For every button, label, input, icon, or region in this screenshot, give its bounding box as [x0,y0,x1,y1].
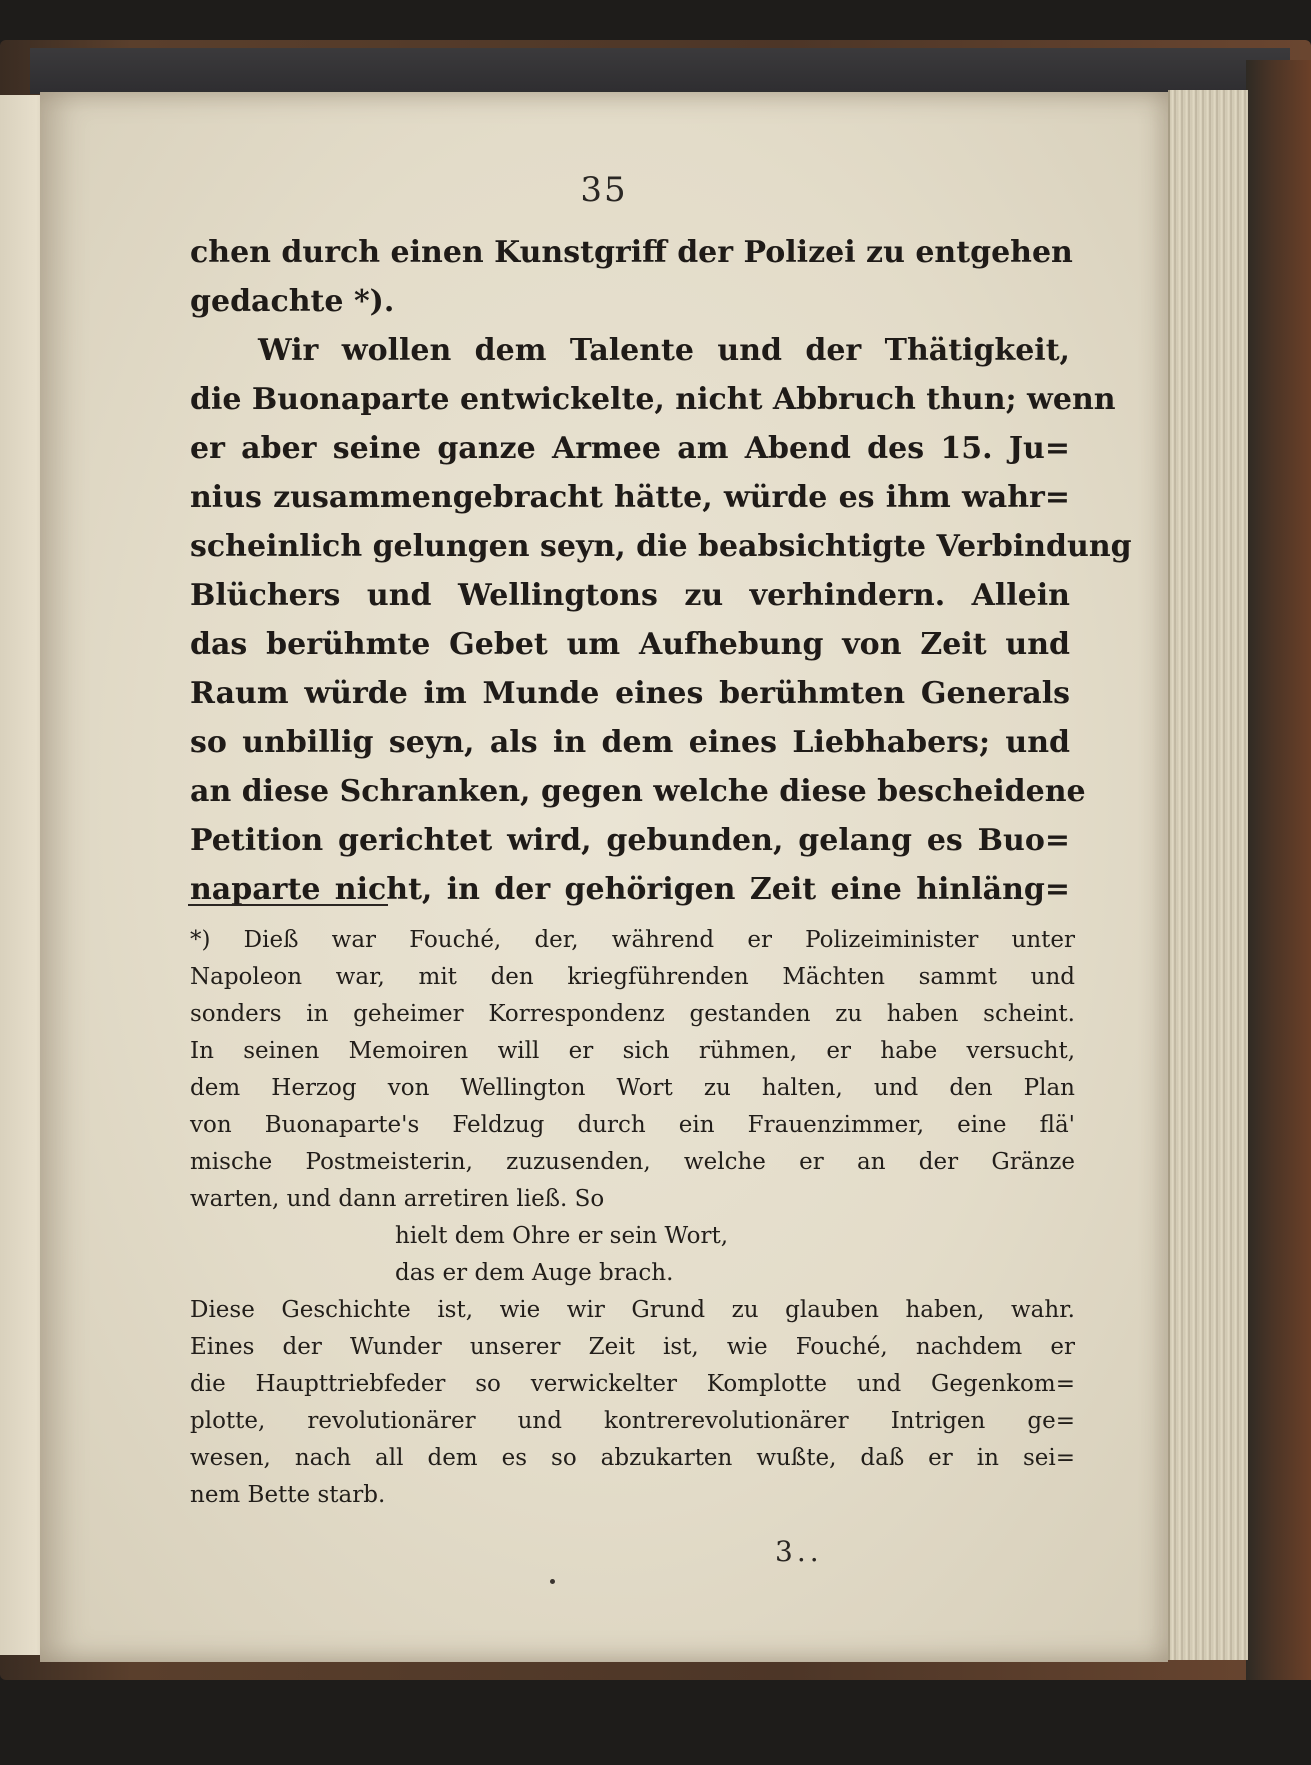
text-line: Petition gerichtet wird, gebunden, gelang es Buo= [190,823,1070,858]
text-line: scheinlich gelungen seyn, die beabsichtigte Verbindung [190,529,1132,564]
footnote-line: *) Dieß war Fouché, der, während er Polizeiminister unter [190,927,1075,953]
footnote-line: plotte, revolutionärer und kontrerevolutionärer Intrigen ge= [190,1408,1075,1434]
footnote-line: die Haupttriebfeder so verwickelter Komplotte und Gegenkom= [190,1371,1075,1397]
top-binding-band [30,48,1290,94]
right-cover [1246,60,1311,1680]
main-text-block [190,228,1132,914]
footnote-verse-line: hielt dem Ohre er sein Wort, [395,1223,729,1249]
footnote-line: nem Bette starb. [190,1482,386,1508]
footnote-line: wesen, nach all dem es so abzukarten wußte, daß er in sei= [190,1445,1075,1471]
text-line: naparte nicht, in der gehörigen Zeit eine hinläng= [190,872,1070,907]
footnote-rule [188,904,388,906]
text-line: er aber seine ganze Armee am Abend des 15. Ju= [190,431,1070,466]
footnote-line: Napoleon war, mit den kriegführenden Mächten sammt und [190,964,1075,990]
footnote-line: warten, und dann arretiren ließ. So [190,1186,605,1212]
footnote-line: dem Herzog von Wellington Wort zu halten, und den Plan [190,1075,1075,1101]
footnote-verse-line: das er dem Auge brach. [395,1260,674,1286]
book-page [40,92,1168,1662]
text-line: chen durch einen Kunstgriff der Polizei zu entgehen [190,235,1073,270]
footnote-line: mische Postmeisterin, zuzusenden, welche er an der Gränze [190,1149,1075,1175]
footnote-line: Eines der Wunder unserer Zeit ist, wie Fouché, nachdem er [190,1334,1075,1360]
text-line: an diese Schranken, gegen welche diese bescheidene [190,774,1086,809]
footnote-line: sonders in geheimer Korrespondenz gestanden zu haben scheint. [190,1001,1075,1027]
page-number: 35 [580,170,628,210]
text-line: gedachte *). [190,284,395,319]
signature-mark: 3.. [775,1535,823,1568]
footnote-line: von Buonaparte's Feldzug durch ein Frauenzimmer, eine flä' [190,1112,1075,1138]
text-line: so unbillig seyn, als in dem eines Liebhabers; und [190,725,1070,760]
footnote-line: Diese Geschichte ist, wie wir Grund zu glauben haben, wahr. [190,1297,1075,1323]
footnote-block [190,922,1075,1514]
page-stack-edge [1168,90,1248,1660]
text-line: nius zusammengebracht hätte, würde es ihm wahr= [190,480,1070,515]
text-line: Wir wollen dem Talente und der Thätigkeit, [258,333,1070,368]
text-line: das berühmte Gebet um Aufhebung von Zeit und [190,627,1070,662]
footnote-line: In seinen Memoiren will er sich rühmen, er habe versucht, [190,1038,1075,1064]
text-line: die Buonaparte entwickelte, nicht Abbruch thun; wenn [190,382,1116,417]
ink-speck [550,1579,555,1584]
text-line: Raum würde im Munde eines berühmten Generals [190,676,1070,711]
text-line: Blüchers und Wellingtons zu verhindern. Allein [190,578,1070,613]
